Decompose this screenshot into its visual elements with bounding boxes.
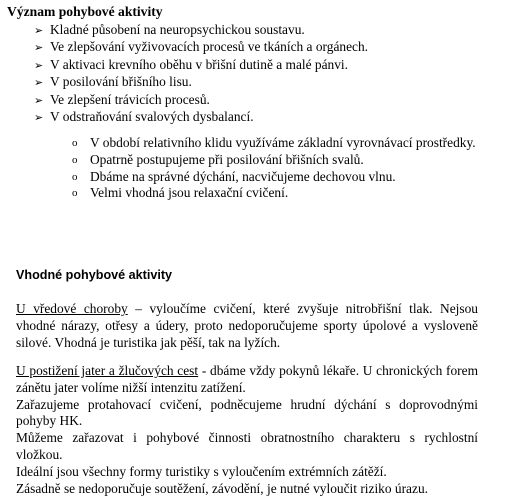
circle-bullet-icon: o <box>72 137 78 149</box>
list-item: ➢ V odstraňování svalových dysbalancí. <box>34 108 368 125</box>
list-item: o V období relativního klidu využíváme základní vyrovnávací prostředky. <box>72 135 476 150</box>
circle-bullet-icon: o <box>72 153 78 166</box>
paragraph-line: Zařazujeme protahovací cvičení, podněcujeme hrudní dýchání s doprovodnými pohyby HK. <box>16 396 478 429</box>
arrow-bullet-icon: ➢ <box>34 42 44 55</box>
paragraph-line: Ideální jsou všechny formy turistiky s vyloučením extrémních zátěží. <box>16 463 387 479</box>
list-item: o Opatrně postupujeme při posilování břišních svalů. <box>72 151 364 167</box>
paragraph-line: Zásadně se nedoporučuje soutěžení, závodění, je nutné vyloučit riziko úrazu. <box>16 480 428 496</box>
list-item: ➢ Ve zlepšení trávicích procesů. <box>34 91 368 108</box>
paragraph-jatra-zluc <box>16 363 478 497</box>
section-title-vhodne: Vhodné pohybové aktivity <box>16 268 173 282</box>
list-item: o Dbáme na správné dýchání, nacvičujeme dechovou vlnu. <box>72 168 396 184</box>
circle-bullet-list <box>72 135 482 202</box>
arrow-bullet-icon: ➢ <box>34 94 44 107</box>
arrow-bullet-icon: ➢ <box>34 111 44 124</box>
arrow-bullet-list <box>34 21 368 125</box>
paragraph-vredova-choroba: U vředové choroby – vyloučíme cvičení, které zvyšuje nitrobřišní tlak. Nejsou vhodné nárazy, otřesy a údery, proto nedoporučujeme sporty úpolové a vysloveně silové. Vhodná je turistika jak pěší, tak na lyžích. <box>16 301 478 350</box>
list-item: o Velmi vhodná jsou relaxační cvičení. <box>72 185 289 201</box>
underlined-term: U postižení jater a žlučových cest <box>16 363 199 378</box>
circle-bullet-icon: o <box>72 187 78 200</box>
paragraph-line: Můžeme zařazovat i pohybové činnosti obratnostního charakteru s rychlostní vložkou. <box>16 430 478 462</box>
list-item: ➢ V posilování břišního lisu. <box>34 73 368 90</box>
arrow-bullet-icon: ➢ <box>34 59 44 72</box>
arrow-bullet-icon: ➢ <box>34 25 44 37</box>
list-item: ➢ V aktivaci krevního oběhu v břišní dutině a malé pánvi. <box>34 56 368 73</box>
section-title-vyznam: Význam pohybové aktivity <box>7 4 163 19</box>
circle-bullet-icon: o <box>72 170 78 183</box>
paragraph-line: U postižení jater a žlučových cest - dbáme vždy pokynů lékaře. U chronických forem zánětu jater volíme nižší intenzitu zatížení. <box>16 363 478 395</box>
arrow-bullet-icon: ➢ <box>34 77 44 90</box>
underlined-term: U vředové choroby <box>16 301 128 316</box>
list-item: ➢ Ve zlepšování vyživovacích procesů ve tkáních a orgánech. <box>34 38 368 55</box>
list-item: ➢ Kladné působení na neuropsychickou soustavu. <box>34 21 368 38</box>
